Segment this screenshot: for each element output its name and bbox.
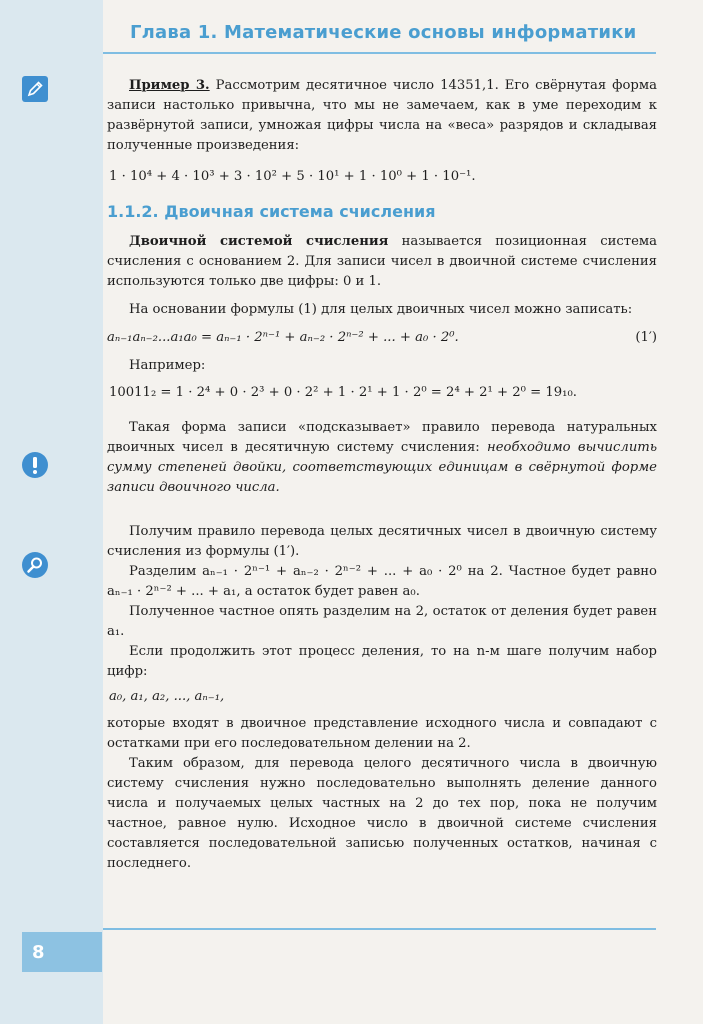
rule-paragraph-4: Если продолжить этот процесс деления, то на n-м шаге получим набор цифр: (107, 644, 657, 679)
formula-intro: На основании формулы (1) для целых двоичных чисел можно записать: (129, 302, 633, 317)
definition-term: Двоичной системой счисления (129, 234, 389, 249)
hint-italic: необходимо вычислить сумму степеней двойки, соответствующих единицам в свёрнутой форме записи двоичного числа. (107, 440, 657, 495)
hint-text: Такая форма записи «подсказывает» правило перевода натуральных двоичных чисел в десятичную систему счисления: (107, 420, 657, 455)
main-formula: aₙ₋₁aₙ₋₂...a₁a₀ = aₙ₋₁ · 2ⁿ⁻¹ + aₙ₋₂ · 2ⁿ⁻² + ... + a₀ · 2⁰. (107, 330, 459, 345)
rule-paragraph-2: Разделим aₙ₋₁ · 2ⁿ⁻¹ + aₙ₋₂ · 2ⁿ⁻² + ... + a₀ · 2⁰ на 2. Частное будет равно aₙ₋₁ · 2ⁿ⁻² + ... + a₁, а остаток будет равен a₀. (107, 564, 657, 599)
magnifier-icon (22, 552, 48, 578)
rule-paragraph-5: которые входят в двоичное представление исходного числа и совпадают с остатками при его последовательном делении на 2. (107, 716, 657, 751)
exclamation-icon (22, 452, 48, 478)
rule-paragraph-6: Таким образом, для перевода целого десятичного числа в двоичную систему счисления нужно последовательно выполнять деление данного числа и получаемых целых частных на 2 до тех пор, пока не получим частное, равное нулю. Исходное число в двоичной системе счисления составляется последовательной записью полученных остатков, начиная с последнего. (107, 756, 657, 871)
example-text: Рассмотрим десятичное число 14351,1. Его свёрнутая форма записи настолько привычна, что мы не замечаем, как в уме переходим к развёрнутой записи, умножая цифры числа на «веса» разрядов и складывая полученные произведения: (107, 78, 657, 153)
formula-row (107, 328, 657, 348)
example2-label: Например: (129, 358, 206, 373)
example-formula: 1 · 10⁴ + 4 · 10³ + 3 · 10² + 5 · 10¹ + 1 · 10⁰ + 1 · 10⁻¹. (109, 169, 476, 184)
example-paragraph (107, 76, 657, 156)
header-rule (103, 52, 656, 54)
digit-sequence: a₀, a₁, a₂, ..., aₙ₋₁, (109, 689, 225, 704)
page-number: 8 (22, 932, 102, 972)
formula-number: (1′) (635, 330, 657, 345)
page-content (107, 76, 657, 874)
definition-paragraph (107, 232, 657, 292)
example2-formula: 10011₂ = 1 · 2⁴ + 0 · 2³ + 0 · 2² + 1 · 2¹ + 1 · 2⁰ = 2⁴ + 2¹ + 2⁰ = 19₁₀. (109, 385, 577, 400)
pencil-icon (22, 76, 48, 102)
hint-paragraph (107, 418, 657, 498)
section-title: 1.1.2. Двоичная система счисления (107, 202, 436, 221)
chapter-title: Глава 1. Математические основы информатики (130, 22, 637, 43)
example-lead: Пример 3. (129, 78, 210, 93)
rule-paragraph-3: Полученное частное опять разделим на 2, остаток от деления будет равен a₁. (107, 604, 657, 639)
definition-text: называется позиционная система счисления с основанием 2. Для записи чисел в двоичной системе счисления используются только две цифры: 0 и 1. (107, 234, 657, 289)
footer-rule (103, 928, 656, 930)
left-margin-band (0, 0, 103, 1024)
rule-paragraph-1: Получим правило перевода целых десятичных чисел в двоичную систему счисления из формулы (1′). (107, 524, 657, 559)
spacer (107, 498, 657, 522)
